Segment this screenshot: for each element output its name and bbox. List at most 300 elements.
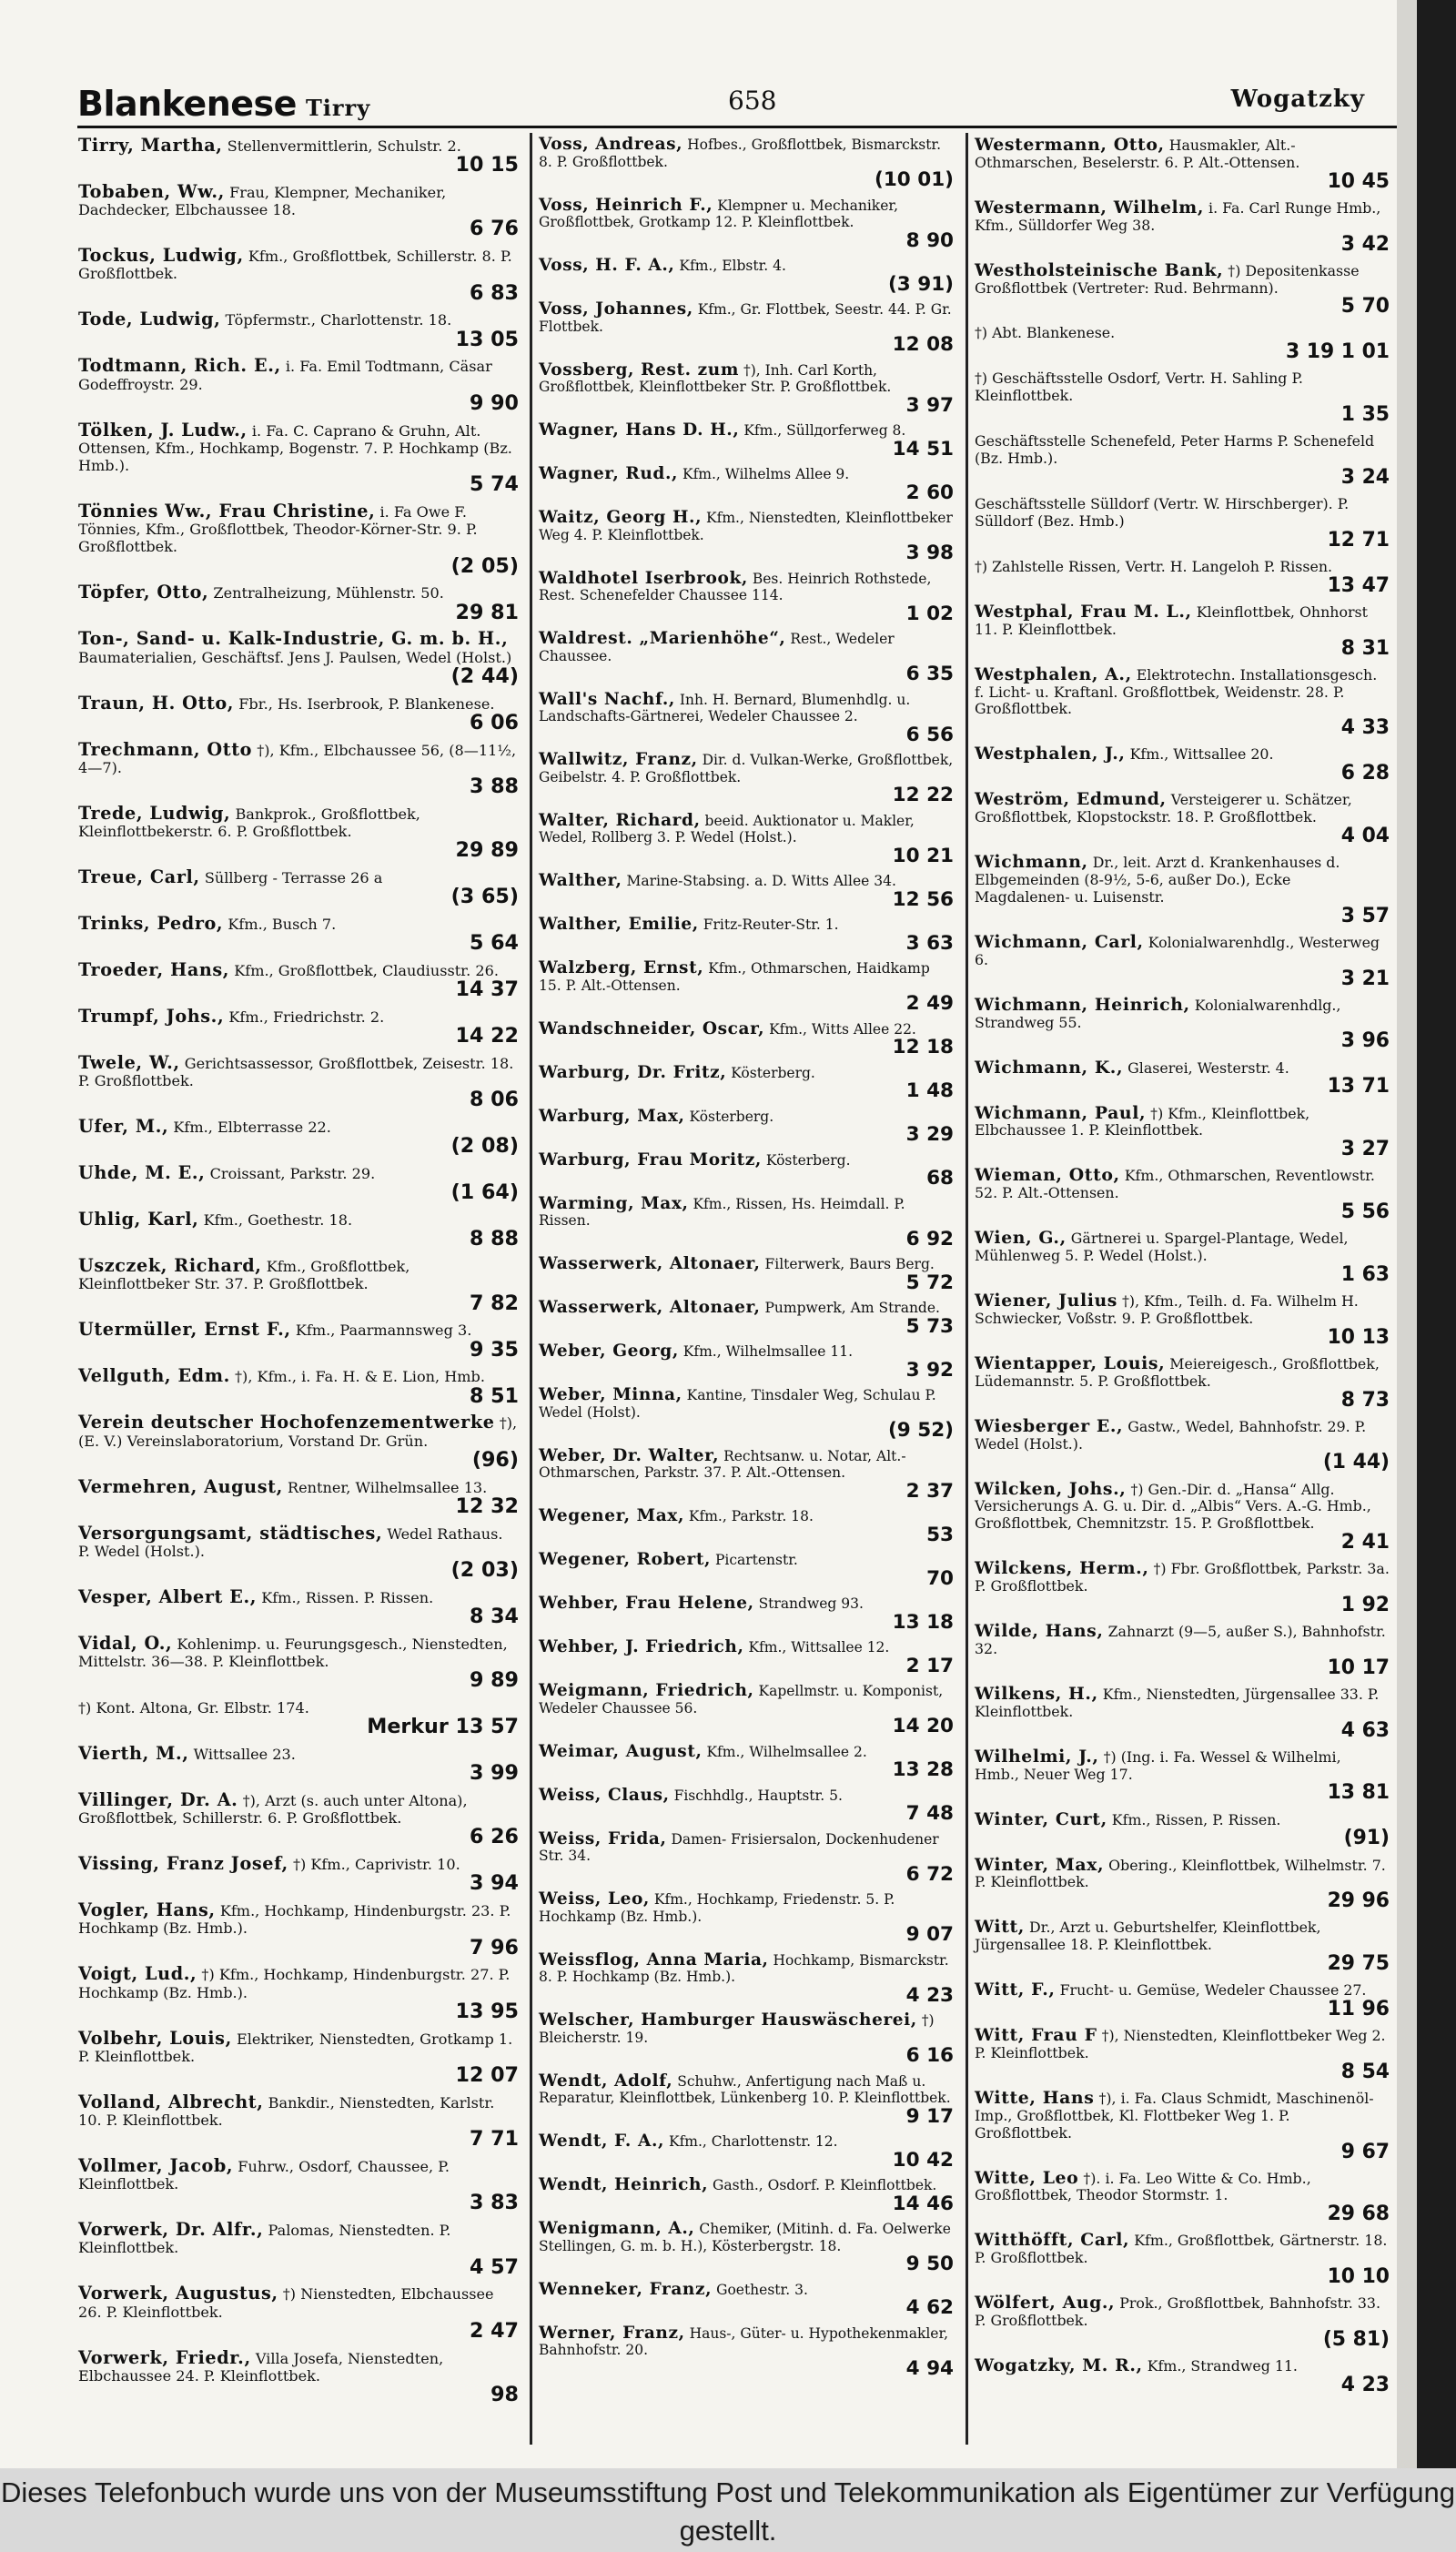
listing-name: Walzberg, Ernst,: [539, 958, 704, 977]
listing-details: i. Fa Owe F. Tönnies, Kfm., Großflottbek, Theodor-Körner-Str. 9. P. Großflottbek.: [78, 503, 478, 556]
listing-phone-number: 4 94: [905, 2356, 954, 2380]
listing-details: Bankdir., Nienstedten, Karlstr. 10. P. Kleinflottbek.: [78, 2093, 495, 2130]
listing-phone-number: 11 96: [1327, 1998, 1390, 2020]
listing-phone-number: 5 72: [905, 1271, 954, 1294]
listing-name: Wiesberger E.,: [975, 1415, 1124, 1436]
listing-entry: [975, 370, 1393, 426]
listing-phone-number: 10 17: [1327, 1656, 1390, 1679]
listing-entry: [975, 1167, 1393, 1223]
listing-entry: [539, 510, 957, 564]
listing-entry: [975, 199, 1393, 256]
listing-entry: [975, 1808, 1393, 1850]
listing-name: Trede, Ludwig,: [78, 802, 231, 824]
listing-phone-number: 6 28: [1340, 762, 1390, 785]
listing-details: Geschäftsstelle Sülldorf (Vertr. W. Hirschberger). P. Sülldorf (Bez. Hmb.): [975, 495, 1350, 530]
page-header: [77, 80, 1406, 126]
listing-entry: [78, 1632, 522, 1693]
listing-phone-number: (1 44): [1322, 1451, 1390, 1474]
column-divider: [966, 133, 968, 2445]
listing-phone-number: 5 74: [469, 472, 519, 497]
listing-name: Wenigmann, A.,: [539, 2219, 695, 2238]
listing-name: Versorgungsamt, städtisches,: [78, 1522, 383, 1544]
listing-entry: [539, 1106, 957, 1146]
header-last-entry: Wogatzky: [1230, 86, 1365, 113]
listing-entry: [539, 2221, 957, 2275]
listing-name: Wichmann, Carl,: [975, 931, 1144, 952]
listing-phone-number: 8 31: [1340, 636, 1390, 660]
listing-entry: [78, 738, 522, 799]
header-rule: [77, 126, 1406, 128]
listing-details: †) Depositenkasse Großflottbek (Vertreter: Rud. Behrmann).: [975, 261, 1360, 297]
listing-entry: [78, 357, 522, 414]
listing-name: Ton-, Sand- u. Kalk-Industrie, G. m. b. H.,: [78, 628, 509, 650]
listing-details: Filterwerk, Baurs Berg.: [764, 1256, 935, 1272]
listing-entry: [539, 2133, 957, 2171]
listing-entry: [78, 694, 522, 734]
listing-name: Vierth, M.,: [78, 1743, 189, 1765]
listing-entry: [539, 1300, 957, 1337]
listing-phone-number: 2 60: [905, 481, 954, 504]
listing-details: †) Bleicherstr. 19.: [539, 2012, 935, 2046]
listing-phone-number: 6 72: [905, 1862, 954, 1886]
listing-phone-number: 1 48: [905, 1079, 954, 1102]
listing-name: Wilde, Hans,: [975, 1621, 1104, 1642]
listing-phone-number: 3 24: [1340, 465, 1390, 489]
listing-entry: [78, 1855, 522, 1894]
listing-name: Tockus, Ludwig,: [78, 245, 244, 267]
listing-details: Meiereigesch., Großflottbek, Lüdemannstr. 5. P. Großflottbek.: [975, 1354, 1380, 1390]
listing-phone-number: 6 83: [469, 280, 519, 305]
listing-name: Witt, Frau F: [975, 2025, 1097, 2046]
listing-details: †) Kfm., Caprivistr. 10.: [292, 1856, 460, 1874]
listing-phone-number: 5 56: [1340, 1200, 1390, 1224]
listing-phone-number: 7 82: [469, 1291, 519, 1315]
listing-phone-number: 29 81: [455, 600, 519, 624]
listing-details: Kfm., Rissen, P. Rissen.: [1111, 1810, 1281, 1828]
listing-phone-number: 6 06: [469, 710, 519, 734]
listing-details: Kfm., Großflottbek, Kleinflottbeker Str. 37. P. Großflottbek.: [78, 1258, 410, 1293]
listing-details: Dr., Arzt u. Geburtshelfer, Kleinflottbek, Jürgensallee 18. P. Kleinflottbek.: [975, 1919, 1321, 1954]
listing-entry: [975, 931, 1393, 990]
listing-phone-number: 5 64: [469, 931, 519, 956]
listing-name: Treue, Carl,: [78, 866, 200, 888]
listing-entry: [975, 1981, 1393, 2020]
listing-entry: [539, 2325, 957, 2380]
listing-name: Wandschneider, Oscar,: [539, 1018, 765, 1038]
listing-entry: [539, 422, 957, 460]
listing-phone-number: 29 68: [1327, 2203, 1390, 2226]
listing-details: Frucht- u. Gemüse, Wedeler Chaussee 27.: [1059, 1981, 1367, 2000]
listing-entry: [539, 137, 957, 191]
listing-phone-number: 13 18: [892, 1610, 954, 1634]
listing-phone-number: (1 64): [450, 1180, 519, 1205]
listing-phone-number: 12 07: [455, 2063, 519, 2088]
listing-phone-number: 9 50: [905, 2253, 954, 2275]
listing-name: Vollmer, Jacob,: [78, 2155, 234, 2177]
listing-phone-number: 6 16: [905, 2044, 954, 2067]
listing-details: Kfm., Hochkamp, Friedenstr. 5. P. Hochkamp (Bz. Hmb.).: [539, 1891, 895, 1925]
listing-name: Westholsteinische Bank,: [975, 259, 1224, 280]
listing-phone-number: 68: [926, 1167, 954, 1190]
listing-details: Villa Josefa, Nienstedten, Elbchaussee 24. P. Kleinflottbek.: [78, 2349, 444, 2385]
listing-details: Kfm., Wilhelmsallee 2.: [706, 1743, 867, 1760]
listing-entry: [539, 1387, 957, 1442]
listing-phone-number: (2 44): [450, 663, 519, 688]
listing-details: Inh. H. Bernard, Blumenhdlg. u. Landschafts-Gärtnerei, Wedeler Chaussee 2.: [539, 691, 911, 724]
listing-entry: [78, 1321, 522, 1360]
listing-name: Vesper, Albert E.,: [78, 1585, 258, 1607]
listing-entry: [78, 310, 522, 349]
listing-phone-number: 3 99: [469, 1761, 519, 1786]
listing-details: beeid. Auktionator u. Makler, Wedel, Rollberg 3. P. Wedel (Holst.).: [539, 812, 915, 846]
listing-phone-number: 10 45: [1327, 169, 1390, 193]
listing-details: Töpfermstr., Charlottenstr. 18.: [225, 311, 452, 329]
listing-entry: [975, 324, 1393, 363]
listing-entry: [78, 802, 522, 863]
listing-details: †), Arzt (s. auch unter Altona), Großflottbek, Schillerstr. 6. P. Großflottbek.: [78, 1792, 468, 1828]
listing-details: Kfm., Goethestr. 18.: [203, 1211, 353, 1230]
listing-entry: [975, 1415, 1393, 1474]
listing-details: Gerichtsassessor, Großflottbek, Zeisestr. 18. P. Großflottbek.: [78, 1055, 514, 1090]
listing-entry: [975, 137, 1393, 193]
listing-entry: [975, 259, 1393, 319]
column-3: [975, 137, 1393, 2403]
listing-name: Twele, W.,: [78, 1052, 180, 1074]
listing-name: Weigmann, Friedrich,: [539, 1681, 754, 1700]
listing-phone-number: 12 22: [892, 784, 954, 806]
listing-phone-number: 8 90: [905, 228, 954, 252]
listing-phone-number: 29 96: [1327, 1889, 1390, 1913]
listing-details: †), (E. V.) Vereinslaboratorium, Vorstand Dr. Grün.: [78, 1414, 518, 1450]
listing-name: Westphalen, A.,: [975, 663, 1132, 684]
listing-name: Weiss, Claus,: [539, 1785, 670, 1805]
listing-phone-number: (9 52): [887, 1419, 954, 1442]
listing-phone-number: 5 73: [905, 1314, 954, 1338]
listing-entry: [539, 197, 957, 252]
listing-name: Wölfert, Aug.,: [975, 2293, 1116, 2314]
listing-phone-number: 12 18: [892, 1036, 954, 1058]
listing-phone-number: 14 22: [455, 1024, 519, 1048]
listing-details: †), Kfm., Teilh. d. Fa. Wilhelm H. Schwiecker, Voßstr. 9. P. Großflottbek.: [975, 1292, 1359, 1327]
listing-name: Winter, Curt,: [975, 1808, 1107, 1829]
listing-entry: [975, 2087, 1393, 2163]
listing-entry: [539, 960, 957, 1015]
listing-details: Fbr., Hs. Iserbrook, P. Blankenese.: [238, 694, 495, 713]
listing-details: Gasth., Osdorf. P. Kleinflottbek.: [713, 2177, 937, 2193]
listing-name: Walter, Richard,: [539, 810, 701, 830]
listing-entry: [539, 810, 957, 867]
listing-details: Fuhrw., Osdorf, Chaussee, P. Kleinflottbek.: [78, 2158, 450, 2193]
listing-name: Vorwerk, Friedr.,: [78, 2346, 251, 2368]
listing-phone-number: 8 51: [469, 1383, 519, 1408]
listing-phone-number: 3 96: [1340, 1029, 1390, 1053]
listing-name: Wichmann, Heinrich,: [975, 994, 1190, 1015]
listing-phone-number: 6 92: [905, 1227, 954, 1251]
listing-phone-number: 98: [490, 2383, 519, 2407]
listing-phone-number: (91): [1343, 1827, 1390, 1850]
listing-phone-number: 2 41: [1340, 1531, 1390, 1554]
listing-name: Trinks, Pedro,: [78, 913, 224, 935]
listing-phone-number: 6 76: [469, 217, 519, 241]
listing-details: †) Zahlstelle Rissen, Vertr. H. Langeloh P. Rissen.: [975, 557, 1333, 575]
listing-entry: [539, 1508, 957, 1545]
listing-name: Wilhelmi, J.,: [975, 1746, 1099, 1767]
listing-phone-number: 12 32: [455, 1494, 519, 1518]
listing-name: Uhde, M. E.,: [78, 1162, 206, 1184]
listing-phone-number: 6 26: [469, 1825, 519, 1849]
listing-name: Wehber, J. Friedrich,: [539, 1637, 744, 1656]
listing-details: †). i. Fa. Leo Witte & Co. Hmb., Großflottbek, Theodor Stormstr. 1.: [975, 2169, 1311, 2204]
listing-name: Warming, Max,: [539, 1193, 689, 1213]
listing-phone-number: (96): [471, 1447, 519, 1472]
listing-name: Vorwerk, Dr. Alfr.,: [78, 2219, 264, 2241]
listing-name: Weström, Edmund,: [975, 789, 1167, 810]
listing-phone-number: (3 65): [450, 885, 519, 909]
listing-details: Kfm., Nienstedten, Kleinflottbeker Weg 4. P. Kleinflottbek.: [539, 510, 953, 543]
listing-name: Wendt, Adolf,: [539, 2071, 673, 2091]
listing-phone-number: 10 10: [1327, 2265, 1390, 2289]
listing-phone-number: 6 56: [905, 723, 954, 746]
listing-entry: [975, 603, 1393, 660]
listing-phone-number: 29 75: [1327, 1952, 1390, 1976]
listing-phone-number: 4 23: [905, 1983, 954, 2007]
listing-details: Kohlenimp. u. Feurungsgesch., Nienstedten, Mittelstr. 36—38. P. Kleinflottbek.: [78, 1635, 508, 1671]
listing-details: Frau, Klempner, Mechaniker, Dachdecker, Elbchaussee 18.: [78, 184, 447, 219]
listing-phone-number: 3 94: [469, 1871, 519, 1896]
listing-phone-number: 9 67: [1340, 2140, 1390, 2163]
listing-name: Voss, Heinrich F.,: [539, 195, 713, 215]
listing-details: Marine-Stabsing. a. D. Witts Allee 34.: [626, 873, 896, 889]
listing-entry: [78, 583, 522, 623]
listing-details: Kfm., Rissen, Hs. Heimdall. P. Rissen.: [539, 1195, 905, 1229]
listing-entry: [539, 2073, 957, 2128]
listing-details: Kapellmstr. u. Komponist, Wedeler Chaussee 56.: [539, 1683, 944, 1717]
listing-entry: [539, 1256, 957, 1293]
listing-name: Troeder, Hans,: [78, 959, 230, 981]
listing-entry: [539, 1828, 957, 1886]
listing-details: Zahnarzt (9—5, außer S.), Bahnhofstr. 32.: [975, 1623, 1386, 1657]
listing-name: Westphalen, J.,: [975, 744, 1126, 765]
listing-name: Töpfer, Otto,: [78, 582, 209, 603]
listing-entry: [539, 873, 957, 910]
listing-phone-number: 1 92: [1340, 1593, 1390, 1616]
listing-details: Kolonialwarenhdlg., Strandweg 55.: [975, 996, 1341, 1031]
listing-name: Ufer, M.,: [78, 1116, 169, 1138]
listing-name: Volland, Albrecht,: [78, 2091, 264, 2112]
listing-name: Tode, Ludwig,: [78, 309, 221, 330]
listing-entry: [975, 1478, 1393, 1554]
listing-phone-number: (3 91): [887, 272, 954, 296]
listing-entry: [78, 630, 522, 687]
listing-name: Wenneker, Franz,: [539, 2279, 713, 2299]
listing-entry: [975, 994, 1393, 1053]
listing-phone-number: 4 62: [905, 2296, 954, 2319]
listing-details: Palomas, Nienstedten. P. Kleinflottbek.: [78, 2222, 451, 2257]
listing-details: †), Inh. Carl Korth, Großflottbek, Kleinflottbeker Str. P. Großflottbek.: [539, 361, 892, 395]
listing-phone-number: 8 34: [469, 1605, 519, 1629]
listing-entry: [539, 301, 957, 356]
listing-entry: [78, 1791, 522, 1848]
listing-entry: [975, 663, 1393, 740]
listing-details: †) (Ing. i. Fa. Wessel & Wilhelmi, Hmb., Neuer Weg 17.: [975, 1747, 1341, 1783]
listing-name: Wientapper, Louis,: [975, 1352, 1166, 1373]
listing-entry: [975, 1683, 1393, 1742]
listing-name: Tirry, Martha,: [78, 135, 223, 156]
listing-phone-number: 13 28: [892, 1758, 954, 1781]
listing-details: Rechtsanw. u. Notar, Alt.-Othmarschen, Parkstr. 37. P. Alt.-Ottensen.: [539, 1447, 906, 1481]
listing-phone-number: 10 21: [892, 844, 954, 867]
listing-entry: [78, 1475, 522, 1518]
listing-entry: [975, 854, 1393, 927]
listing-phone-number: 1 35: [1340, 403, 1390, 427]
listing-entry: [78, 1745, 522, 1784]
listing-details: i. Fa. Emil Todtmann, Cäsar Godeffroystr. 29.: [78, 358, 492, 393]
listing-phone-number: 7 71: [469, 2127, 519, 2152]
listing-entry: [539, 1193, 957, 1251]
listing-name: Uhlig, Karl,: [78, 1209, 199, 1230]
listing-name: Voss, H. F. A.,: [539, 256, 675, 275]
listing-details: Kfm., Gr. Flottbek, Seestr. 44. P. Gr. Flottbek.: [539, 301, 952, 335]
column-2: [539, 137, 957, 2385]
listing-details: Stellenvermittlerin, Schulstr. 2.: [227, 137, 461, 155]
listing-phone-number: 12 56: [892, 887, 954, 911]
listing-entry: [539, 631, 957, 685]
listing-phone-number: 3 27: [1340, 1138, 1390, 1161]
listing-details: Kfm., Elbstr. 4.: [679, 258, 786, 274]
listing-entry: [975, 1352, 1393, 1412]
listing-name: Uszczek, Richard,: [78, 1255, 262, 1277]
listing-details: Kfm., Busch 7.: [228, 916, 337, 934]
listing-phone-number: 9 35: [469, 1337, 519, 1362]
listing-name: Weissflog, Anna Maria,: [539, 1949, 769, 1970]
listing-phone-number: 9 17: [905, 2104, 954, 2128]
listing-details: †) Geschäftsstelle Osdorf, Vertr. H. Sahling P. Kleinflottbek.: [975, 370, 1303, 405]
listing-name: Warburg, Max,: [539, 1106, 685, 1126]
listing-phone-number: (5 81): [1322, 2327, 1390, 2351]
listing-name: Villinger, Dr. A.: [78, 1789, 238, 1811]
listing-entry: [539, 1787, 957, 1825]
listing-phone-number: 9 90: [469, 390, 519, 415]
listing-entry: [975, 1102, 1393, 1161]
column-1: [78, 137, 522, 2413]
listing-name: Tobaben, Ww.,: [78, 181, 225, 202]
listing-phone-number: 2 47: [469, 2318, 519, 2343]
listing-phone-number: (2 03): [450, 1558, 519, 1583]
listing-name: Trechmann, Otto: [78, 738, 253, 760]
listing-name: Warburg, Frau Moritz,: [539, 1149, 762, 1170]
listing-phone-number: 14 20: [892, 1715, 954, 1737]
listing-details: Picartenstr.: [714, 1552, 798, 1568]
listing-details: Schuhw., Anfertigung nach Maß u. Reparatur, Kleinflottbek, Lünkenberg 10. P. Kleinflottbek.: [539, 2072, 951, 2106]
listing-details: i. Fa. C. Caprano & Gruhn, Alt. Ottensen, Kfm., Hochkamp, Bogenstr. 7. P. Hochkamp (Bz. Hmb.).: [78, 421, 512, 475]
listing-name: Weiss, Leo,: [539, 1889, 650, 1909]
listing-name: Tönnies Ww., Frau Christine,: [78, 501, 376, 522]
listing-details: Kfm., Friedrichstr. 2.: [228, 1008, 385, 1027]
listing-name: Witte, Hans: [975, 2087, 1095, 2108]
listing-entry: [539, 2012, 957, 2067]
listing-details: i. Fa. Carl Runge Hmb., Kfm., Sülldorfer Weg 38.: [975, 198, 1381, 234]
listing-phone-number: 13 95: [455, 1999, 519, 2023]
listing-entry: [539, 1639, 957, 1676]
column-divider: [530, 133, 532, 2445]
listing-details: Kfm., Witts Allee 22.: [769, 1020, 916, 1038]
listing-name: Verein deutscher Hochofenzementwerke: [78, 1412, 495, 1433]
listing-name: Voss, Andreas,: [539, 135, 683, 154]
listing-phone-number: 6 35: [905, 663, 954, 685]
listing-entry: [78, 421, 522, 496]
listing-entry: [78, 1164, 522, 1203]
listing-phone-number: 3 57: [1340, 904, 1390, 927]
listing-entry: [539, 1343, 957, 1381]
listing-details: Chemiker, (Mitinh. d. Fa. Oelwerke Stellingen, G. m. b. H.), Kösterbergstr. 18.: [539, 2221, 951, 2254]
listing-name: Wagner, Rud.,: [539, 464, 679, 483]
listing-name: Westermann, Otto,: [975, 135, 1165, 155]
listing-name: Witte, Leo: [975, 2167, 1079, 2188]
listing-phone-number: 2 37: [905, 1479, 954, 1503]
listing-entry: [539, 1445, 957, 1503]
listing-details: †), Kfm., Elbchaussee 56, (8—11½, 4—7).: [78, 741, 517, 776]
listing-phone-number: 3 19 1 01: [1285, 340, 1390, 364]
listing-details: Bes. Heinrich Rothstede, Rest. Schenefelder Chaussee 114.: [539, 570, 932, 603]
listing-name: Wall's Nachf.,: [539, 689, 675, 709]
listing-details: †) Kont. Altona, Gr. Elbstr. 174.: [78, 1699, 309, 1717]
listing-entry: [539, 568, 957, 625]
listing-entry: [539, 1149, 957, 1190]
listing-name: Voss, Johannes,: [539, 299, 693, 319]
listing-name: Wallwitz, Franz,: [539, 750, 698, 769]
listing-details: Kantine, Tinsdaler Weg, Schulau P. Wedel (Holst).: [539, 1387, 936, 1421]
listing-entry: [975, 745, 1393, 785]
listing-phone-number: 14 37: [455, 977, 519, 1002]
listing-entry: [539, 362, 957, 417]
listing-details: †) Fbr. Großflottbek, Parkstr. 3a. P. Großflottbek.: [975, 1560, 1390, 1595]
listing-entry: [78, 502, 522, 577]
listing-details: Hofbes., Großflottbek, Bismarckstr. 8. P. Großflottbek.: [539, 137, 942, 170]
listing-entry: [78, 1118, 522, 1157]
listing-entry: [78, 2221, 522, 2278]
listing-details: Geschäftsstelle Schenefeld, Peter Harms P. Schenefeld (Bz. Hmb.).: [975, 432, 1375, 468]
listing-name: Vermehren, August,: [78, 1475, 283, 1497]
listing-details: Gärtnerei u. Spargel-Plantage, Wedel, Mühlenweg 5. P. Wedel (Holst.).: [975, 1230, 1349, 1265]
listing-name: Vellguth, Edm.: [78, 1365, 230, 1387]
listing-details: Elektrotechn. Installationsgesch. f. Licht- u. Kraftanl. Großflottbek, Weidenstr. 28. P. Großflottbek.: [975, 665, 1378, 718]
listing-phone-number: 1 02: [905, 602, 954, 625]
listing-name: Vossberg, Rest. zum: [539, 360, 740, 380]
listing-name: Waldhotel Iserbrook,: [539, 568, 748, 588]
listing-name: Waldrest. „Marienhöhe“,: [539, 629, 786, 648]
listing-details: Kfm., Süllдorferweg 8.: [743, 422, 906, 439]
listing-phone-number: 3 63: [905, 931, 954, 955]
listing-phone-number: 14 46: [892, 2192, 954, 2215]
listing-entry: [975, 558, 1393, 597]
listing-name: Utermüller, Ernst F.,: [78, 1319, 291, 1341]
listing-name: Wagner, Hans D. H.,: [539, 420, 740, 440]
listing-entry: [975, 2167, 1393, 2226]
header-place: Blankenese: [77, 84, 297, 124]
listing-name: Tölken, J. Ludw.,: [78, 419, 248, 441]
listing-name: Vidal, O.,: [78, 1632, 173, 1654]
listing-entry: [78, 1257, 522, 1314]
listing-entry: [78, 137, 522, 176]
listing-name: Volbehr, Louis,: [78, 2027, 232, 2049]
listing-details: Kolonialwarenhdlg., Westerweg 6.: [975, 933, 1380, 968]
listing-phone-number: (2 08): [450, 1134, 519, 1159]
listing-details: Kfm., Hochkamp, Hindenburgstr. 23. P. Hochkamp (Bz. Hmb.).: [78, 1902, 511, 1938]
listing-phone-number: 7 48: [905, 1802, 954, 1825]
listing-details: Goethestr. 3.: [716, 2281, 808, 2298]
listing-phone-number: 4 04: [1340, 825, 1390, 848]
listing-entry: [78, 1008, 522, 1047]
